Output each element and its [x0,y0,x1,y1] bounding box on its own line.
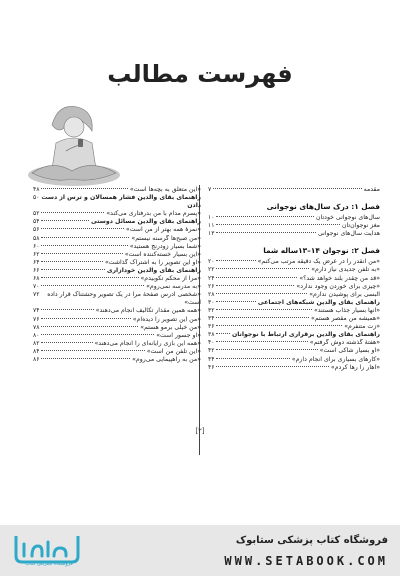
entry-title: «من به راهپیمایی می‌روم» [132,355,201,363]
dot-leader [216,333,230,334]
dot-leader [41,285,144,286]
dot-leader [41,228,123,229]
dot-leader [41,318,130,319]
toc-left-column [33,186,201,364]
entry-title: «من این تصویر را دیده‌ام» [132,315,201,323]
dot-leader [41,342,92,343]
entry-page: ۵۲ [33,210,40,218]
girl-with-phone-sketch-icon [22,95,122,190]
entry-title: «شما بسیار زودرنج هستید» [129,242,201,250]
store-url-link[interactable]: WWW.SETABOOK.COM [224,554,388,568]
entry-page: ۱۱ [208,222,215,230]
entry-page: ۷۰ [33,283,40,291]
entry-title: «مرا از محکم تکوبید‌م» [140,275,201,283]
dot-leader [216,366,328,367]
entry-title: «من صبح‌ها گرسنه نیستم» [131,234,201,242]
toc-entry[interactable] [208,283,380,291]
toc-entry[interactable] [33,243,201,251]
entry-page: ۵۴ [33,218,40,226]
toc-entry[interactable] [208,356,380,364]
toc-entry[interactable] [33,356,201,364]
dot-leader [41,309,93,310]
entry-title: «این متعلق به بچه‌ها است» [129,186,201,193]
dot-leader [41,220,89,221]
toc-entry[interactable] [208,275,380,283]
dot-leader [41,261,103,262]
entry-page: ۶۸ [33,275,40,283]
dot-leader [41,350,144,351]
toc-entry[interactable] [208,258,380,266]
toc-entry[interactable] [208,315,380,323]
dot-leader [41,245,127,246]
toc-entry[interactable] [33,291,201,307]
entry-title: «این بسیار خسته‌کننده است» [124,250,201,258]
dot-leader [216,268,309,269]
dot-leader [216,358,289,359]
dot-leader [216,232,315,233]
chapter-heading: فصل ۱: درک سال‌های نوجوانی [266,202,380,212]
entry-title: «نمرهٔ همه بهتر از من است» [125,226,201,234]
entry-page: ۵۰ [33,194,40,202]
entry-title: راهنمای بقای والدین خودآزاری [106,266,201,274]
dot-leader [216,277,297,278]
toc-entry[interactable] [208,291,380,299]
entry-title: «آنها بسیار جذاب هستند» [313,306,380,314]
entry-title: راهنمای بقای والدین برقراری ارتباط با نوجوانان [231,331,380,339]
entry-page: ۶۰ [33,242,40,250]
entry-page: ۳۸ [208,331,215,339]
entry-title: سال‌های نوجوانی خودتان [316,214,380,222]
dot-leader [41,212,104,213]
entry-page: ۲۲ [208,266,215,274]
dot-leader [216,224,340,225]
toc-section-entry[interactable] [208,331,380,339]
entry-title: «چیزی برای خوردن وجود ندارد» [296,282,380,290]
dot-leader [41,269,104,270]
toc-entry[interactable] [33,186,201,194]
toc-entry[interactable] [33,324,201,332]
dot-leader [41,326,138,327]
dot-leader [41,334,154,335]
entry-page: ۷۴ [33,307,40,315]
toc-entry[interactable] [208,339,380,347]
entry-title: «همیشه من مقصر هستم» [310,315,380,323]
entry-page: ۸۰ [33,331,40,339]
toc-entry[interactable] [208,323,380,331]
toc-entry[interactable] [208,214,380,222]
entry-page: ۴۸ [33,186,40,193]
entry-title: «قد من چقدر بلند خواهد شد؟» [299,274,380,282]
entry-title: «او این تصویر را به اشتراک گذاشت» [104,258,201,266]
toc-entry[interactable] [33,340,201,348]
dot-leader [216,341,307,342]
entry-page: ۳۲ [208,306,215,314]
toc-entry[interactable] [33,235,201,243]
toc-entry[interactable] [208,266,380,274]
toc-right-column [208,186,380,372]
entry-page: ۴۰ [208,339,215,347]
entry-title: «زت متنفرم» [344,323,380,331]
toc-entry[interactable] [208,364,380,372]
entry-title: «او بسیار شاکی است» [319,347,380,355]
logo-subtitle: فروشگاه اینترنتی کتاب [25,561,73,567]
entry-page: ۶۲ [33,250,40,258]
toc-entry[interactable] [33,259,201,267]
page-number: [۲] [195,427,205,435]
entry-page: ۶۶ [33,266,40,274]
entry-title: «اهار را رها کردم» [330,363,380,371]
entry-page: ۵۸ [33,234,40,242]
chapter-heading: فصل ۲: نوجوان ۱۴–۱۳ساله شما [263,246,380,256]
entry-page: ۳۰ [208,298,215,306]
entry-page: ۳۶ [208,323,215,331]
entry-title: «من انقدر را در عرض یک دقیقه مرتب می‌کنم» [257,258,380,266]
toc-section-entry[interactable] [33,218,201,226]
dot-leader [216,325,342,326]
entry-title: راهنمای بقای والدین مسائل دوستی [91,218,201,226]
toc-entry[interactable] [33,251,201,259]
entry-title: البسی برای پوشیدن ندارم» [309,290,380,298]
toc-entry[interactable] [208,307,380,315]
entry-title: «من خیلی برمو هستم» [140,323,201,331]
toc-entry[interactable] [208,347,380,355]
entry-page: ۳۴ [208,315,215,323]
entry-page: ۷۶ [33,315,40,323]
dot-leader [216,285,294,286]
entry-title: «پسرم مدام با من بدرفتاری می‌کند» [106,210,201,218]
page-title: فهرست مطالب [107,60,293,88]
toc-entry[interactable] [208,222,380,230]
toc-entry[interactable] [208,230,380,238]
toc-section-entry[interactable] [33,194,201,210]
entry-page: ۱۰ [208,214,215,222]
toc-entry[interactable] [33,348,201,356]
entry-title: «به مدرسه نمی‌روم» [146,283,201,291]
dot-leader [41,188,127,189]
dot-leader [41,358,130,359]
store-name: فروشگاه کتاب پزشکی ستابوک [235,535,388,546]
entry-page: ۴۲ [208,347,215,355]
dot-leader [216,293,307,294]
dot-leader [216,349,317,350]
entry-title: «هفتهٔ گذشته دوش گرفتم» [309,339,380,347]
dot-leader [216,301,255,302]
entry-title: «به تلفن جدیدی نیاز دارم» [311,266,380,274]
entry-page: ۲۶ [208,282,215,290]
dot-leader [216,317,309,318]
toc-entry[interactable]: مقدمه ۷ [208,186,380,193]
entry-page: ۲۰ [208,258,215,266]
entry-page: ۴۴ [208,355,215,363]
toc-entry[interactable] [33,210,201,218]
entry-title: مغز نوجوان‌تان [341,222,380,230]
entry-page: ۱۳ [208,230,215,238]
entry-page: ۷۲ [33,291,40,299]
entry-page: ۴۶ [208,363,215,371]
toc-entry[interactable] [33,316,201,324]
entry-page: ۸۴ [33,347,40,355]
dot-leader [41,253,122,254]
entry-title: «همه همین مقدار تکالیف انجام می‌دهند» [95,307,201,315]
dot-leader [41,237,129,238]
entry-title: «کارهای بسیاری برای انجام دارم» [291,355,380,363]
entry-page: ۶۴ [33,258,40,266]
toc-entry[interactable] [33,226,201,234]
dot-leader [41,277,138,278]
dot-leader [216,216,314,217]
entry-page: ۸۶ [33,355,40,363]
toc-entry[interactable] [33,275,201,283]
dot-leader [216,260,255,261]
entry-title: راهنمای بقای والدین شبکه‌های اجتماعی [257,298,380,306]
toc-section-entry[interactable] [33,267,201,275]
entry-page: ۲۸ [208,290,215,298]
footer-banner [0,525,400,576]
entry-title: «همه این بازی رایانه‌ای را انجام می‌دهند» [94,339,201,347]
entry-page: ۸۲ [33,339,40,347]
toc-entry[interactable] [33,307,201,315]
entry-title: «شخصی آدرس صفحهٔ مرا در یک تصویر وحشتناک قرار داده است» [47,291,201,307]
dot-leader [216,309,312,310]
toc-entry[interactable] [33,332,201,340]
toc-entry[interactable] [33,283,201,291]
toc-section-entry[interactable] [208,299,380,307]
entry-page: ۵۶ [33,226,40,234]
entry-title: «این تلفن من است» [146,347,201,355]
entry-title: هدایت سال‌های نوجوانی [317,230,380,238]
entry-title: راهنمای بقای والدین فشار همسالان و ترس از دست دادن [41,194,201,210]
entry-page: ۷۸ [33,323,40,331]
entry-page: ۲۴ [208,274,215,282]
entry-title: «او جسور است» [156,331,201,339]
